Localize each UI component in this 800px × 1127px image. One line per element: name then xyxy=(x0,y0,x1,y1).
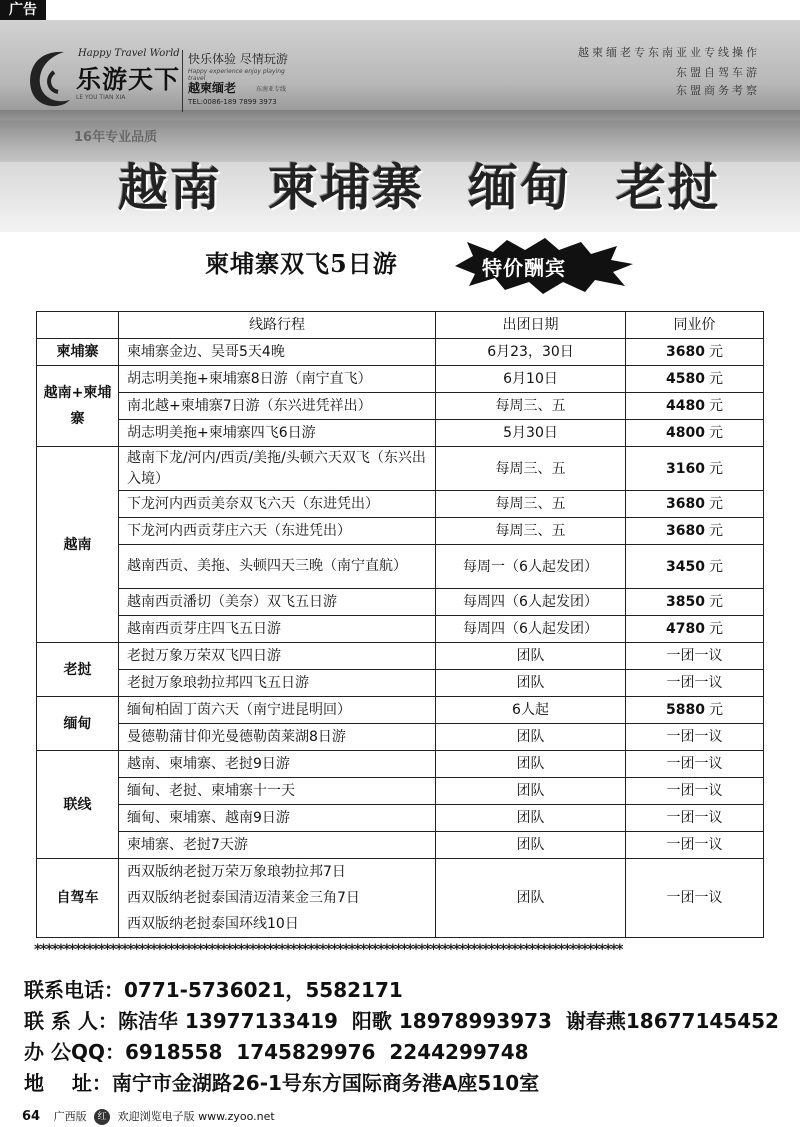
special-offer-label: 特价酬宾 xyxy=(482,256,566,280)
route-cell xyxy=(119,751,436,778)
brand-phone: TEL:0086-189 7899 3973 xyxy=(188,98,277,106)
route-cell xyxy=(119,778,436,805)
route-cell xyxy=(119,859,436,938)
banner-service-line-1: 越柬缅老专东南亚业专线操作 xyxy=(578,46,760,59)
date-cell: 每周三、五 xyxy=(436,491,626,518)
promo-title-row xyxy=(0,244,800,300)
price-value: 5880 xyxy=(666,702,705,718)
table-row xyxy=(37,616,764,643)
destination-myanmar: 缅甸 xyxy=(468,159,572,217)
route-text: 下龙河内西贡芽庄六天（东进凭出） xyxy=(127,523,351,539)
date-cell: 每周四（6人起发团） xyxy=(436,589,626,616)
price-cell xyxy=(626,447,764,491)
price-cell xyxy=(626,518,764,545)
phone-value: 0771-5736021，5582171 xyxy=(124,978,403,1002)
table-row xyxy=(37,339,764,366)
qq-value: 6918558 1745829976 2244299748 xyxy=(124,1040,529,1064)
logo-pinyin: LE YOU TIAN XIA xyxy=(76,94,126,101)
swirl-logo-icon xyxy=(24,44,76,114)
price-cell xyxy=(626,778,764,805)
destination-vietnam: 越南 xyxy=(118,159,222,217)
route-price-table xyxy=(36,311,764,938)
route-cell xyxy=(119,366,436,393)
route-text: 下龙河内西贡美奈双飞六天（东进凭出） xyxy=(127,496,379,512)
price-value: 一团一议 xyxy=(666,810,723,826)
address-value: 南宁市金湖路26-1号东方国际商务港A座510室 xyxy=(111,1071,540,1095)
price-unit: 元 xyxy=(708,621,723,637)
price-cell xyxy=(626,832,764,859)
date-cell: 6月23，30日 xyxy=(436,339,626,366)
slogan-english: Happy experience enjoy playing travel xyxy=(188,68,285,82)
slogan: 快乐体验 尽情玩游 xyxy=(188,52,288,66)
brand-tag: 东南亚专线 xyxy=(256,86,287,93)
date-cell: 团队 xyxy=(436,751,626,778)
route-text: 胡志明美拖+柬埔寨8日游（南宁直飞） xyxy=(127,371,372,387)
route-cell xyxy=(119,832,436,859)
price-cell xyxy=(626,366,764,393)
date-cell: 团队 xyxy=(436,670,626,697)
route-text: 胡志明美拖+柬埔寨四飞6日游 xyxy=(127,425,316,441)
destination-cambodia: 柬埔寨 xyxy=(268,159,424,217)
route-cell xyxy=(119,420,436,447)
table-row xyxy=(37,751,764,778)
price-value: 3160 xyxy=(666,460,705,477)
date-cell: 团队 xyxy=(436,832,626,859)
price-value: 一团一议 xyxy=(666,648,723,664)
route-text-extra: 西双版纳老挝泰国清迈清莱金三角7日 xyxy=(127,890,360,906)
route-cell xyxy=(119,697,436,724)
table-header-row xyxy=(37,312,764,339)
header-date: 出团日期 xyxy=(436,312,626,339)
price-unit: 元 xyxy=(708,344,723,360)
price-value: 3450 xyxy=(666,558,705,575)
price-value: 3680 xyxy=(666,344,705,360)
date-cell: 6人起 xyxy=(436,697,626,724)
date-cell: 每周三、五 xyxy=(436,393,626,420)
price-cell xyxy=(626,545,764,589)
header-route: 线路行程 xyxy=(119,312,436,339)
route-text: 柬埔寨金边、吴哥5天4晚 xyxy=(127,344,285,360)
page-title: 柬埔寨双飞5日游 xyxy=(205,249,398,278)
route-text: 缅甸柏固丁茵六天（南宁进昆明回） xyxy=(127,702,351,718)
table-row xyxy=(37,447,764,491)
route-text: 越南下龙/河内/西贡/美拖/头顿六天双飞（东兴出入境） xyxy=(127,449,426,487)
price-unit: 元 xyxy=(708,398,723,414)
table-row xyxy=(37,859,764,938)
table-row xyxy=(37,832,764,859)
contact-qq xyxy=(24,1036,529,1065)
header-category xyxy=(37,312,119,339)
category-cell: 联线 xyxy=(37,751,119,859)
page-footer xyxy=(22,1108,275,1125)
price-cell xyxy=(626,420,764,447)
route-text: 南北越+柬埔寨7日游（东兴进凭祥出） xyxy=(127,398,372,414)
price-cell xyxy=(626,670,764,697)
price-unit: 元 xyxy=(708,425,723,441)
route-cell xyxy=(119,545,436,589)
category-cell: 缅甸 xyxy=(37,697,119,751)
table-row xyxy=(37,589,764,616)
price-value: 4780 xyxy=(666,621,705,637)
date-cell: 每周三、五 xyxy=(436,447,626,491)
table-row xyxy=(37,697,764,724)
category-cell: 越南+柬埔寨 xyxy=(37,366,119,447)
route-cell xyxy=(119,393,436,420)
route-text: 西双版纳老挝万荣万象琅勃拉邦7日 xyxy=(127,864,346,880)
route-text: 曼德勒蒲甘仰光曼德勒茵莱湖8日游 xyxy=(127,729,346,745)
date-cell: 团队 xyxy=(436,805,626,832)
date-cell: 团队 xyxy=(436,643,626,670)
date-cell: 每周四（6人起发团） xyxy=(436,616,626,643)
price-unit: 元 xyxy=(708,523,723,539)
route-cell xyxy=(119,589,436,616)
price-cell xyxy=(626,751,764,778)
route-text: 缅甸、老挝、柬埔寨十一天 xyxy=(127,783,295,799)
price-value: 4580 xyxy=(666,371,705,387)
price-cell xyxy=(626,616,764,643)
price-value: 一团一议 xyxy=(666,890,723,906)
table-row xyxy=(37,670,764,697)
date-cell: 每周一（6人起发团） xyxy=(436,545,626,589)
price-cell xyxy=(626,805,764,832)
price-value: 一团一议 xyxy=(666,783,723,799)
price-cell xyxy=(626,724,764,751)
header-price: 同业价 xyxy=(626,312,764,339)
route-cell xyxy=(119,491,436,518)
route-text: 越南西贡、美拖、头顿四天三晚（南宁直航） xyxy=(127,558,407,574)
person-label: 联 系 人： xyxy=(24,1009,118,1033)
company-logo xyxy=(24,44,294,118)
category-cell: 越南 xyxy=(37,447,119,643)
price-value: 一团一议 xyxy=(666,729,723,745)
table-row xyxy=(37,778,764,805)
route-cell xyxy=(119,805,436,832)
date-cell: 团队 xyxy=(436,778,626,805)
price-value: 4480 xyxy=(666,398,705,414)
price-cell xyxy=(626,859,764,938)
person-value: 陈洁华 13977133419 阳歌 18978993973 谢春燕18677145452 xyxy=(117,1009,779,1033)
years-quality: 16年专业品质 xyxy=(74,130,158,145)
date-cell: 6月10日 xyxy=(436,366,626,393)
contact-address xyxy=(24,1067,539,1096)
table-row xyxy=(37,393,764,420)
phone-label: 联系电话： xyxy=(24,978,124,1002)
destination-laos: 老挝 xyxy=(616,159,720,217)
table-row xyxy=(37,643,764,670)
route-text: 缅甸、柬埔寨、越南9日游 xyxy=(127,810,290,826)
contact-phone xyxy=(24,974,403,1003)
route-text: 老挝万象琅勃拉邦四飞五日游 xyxy=(127,675,309,691)
address-label: 地 址： xyxy=(24,1071,112,1095)
price-value: 4800 xyxy=(666,425,705,441)
category-cell: 自驾车 xyxy=(37,859,119,938)
route-text: 越南、柬埔寨、老挝9日游 xyxy=(127,756,290,772)
table-row xyxy=(37,366,764,393)
route-cell xyxy=(119,518,436,545)
route-text: 越南西贡潘切（美奈）双飞五日游 xyxy=(127,594,337,610)
price-unit: 元 xyxy=(708,460,723,477)
price-unit: 元 xyxy=(708,496,723,512)
route-cell xyxy=(119,616,436,643)
banner-service-line-3: 东盟商务考察 xyxy=(676,84,760,97)
divider-stars: ***************************************************************************************************** xyxy=(34,942,622,958)
table-body xyxy=(37,339,764,938)
price-unit: 元 xyxy=(708,371,723,387)
price-unit: 元 xyxy=(708,702,723,718)
price-cell xyxy=(626,491,764,518)
contact-persons xyxy=(24,1005,779,1034)
price-cell xyxy=(626,643,764,670)
route-text-extra: 西双版纳老挝泰国环线10日 xyxy=(127,916,299,932)
route-text: 越南西贡芽庄四飞五日游 xyxy=(127,621,281,637)
route-cell xyxy=(119,670,436,697)
route-cell xyxy=(119,724,436,751)
route-text: 柬埔寨、老挝7天游 xyxy=(127,837,248,853)
route-cell xyxy=(119,643,436,670)
price-cell xyxy=(626,589,764,616)
route-cell xyxy=(119,447,436,491)
header-banner xyxy=(0,20,800,232)
date-cell: 每周三、五 xyxy=(436,518,626,545)
date-cell: 团队 xyxy=(436,724,626,751)
price-value: 3850 xyxy=(666,594,705,610)
table-row xyxy=(37,420,764,447)
page-number: 64 xyxy=(22,1109,41,1124)
ad-tag: 广告 xyxy=(0,0,46,20)
table-row xyxy=(37,491,764,518)
price-value: 一团一议 xyxy=(666,675,723,691)
price-value: 3680 xyxy=(666,523,705,539)
date-cell: 5月30日 xyxy=(436,420,626,447)
price-value: 一团一议 xyxy=(666,837,723,853)
banner-service-line-2: 东盟自驾车游 xyxy=(676,66,760,79)
route-cell xyxy=(119,339,436,366)
price-value: 3680 xyxy=(666,496,705,512)
price-cell xyxy=(626,339,764,366)
price-cell xyxy=(626,697,764,724)
price-value: 一团一议 xyxy=(666,756,723,772)
logo-chinese: 乐游天下 xyxy=(76,65,181,94)
qq-label: 办 公QQ： xyxy=(24,1040,125,1064)
brand-name: 越柬缅老 xyxy=(188,81,237,95)
category-cell: 老挝 xyxy=(37,643,119,697)
table-row xyxy=(37,724,764,751)
price-unit: 元 xyxy=(708,594,723,610)
table-row xyxy=(37,545,764,589)
route-text: 老挝万象万荣双飞四日游 xyxy=(127,648,281,664)
footer-website: 欢迎浏览电子版 www.zyoo.net xyxy=(117,1110,275,1123)
magazine-badge: 红 xyxy=(94,1109,110,1125)
table-row xyxy=(37,518,764,545)
table-row xyxy=(37,805,764,832)
date-cell: 团队 xyxy=(436,859,626,938)
price-cell xyxy=(626,393,764,420)
logo-english: Happy Travel World xyxy=(78,48,180,59)
magazine-edition: 广西版 xyxy=(53,1110,87,1123)
price-unit: 元 xyxy=(708,558,723,575)
category-cell: 柬埔寨 xyxy=(37,339,119,366)
